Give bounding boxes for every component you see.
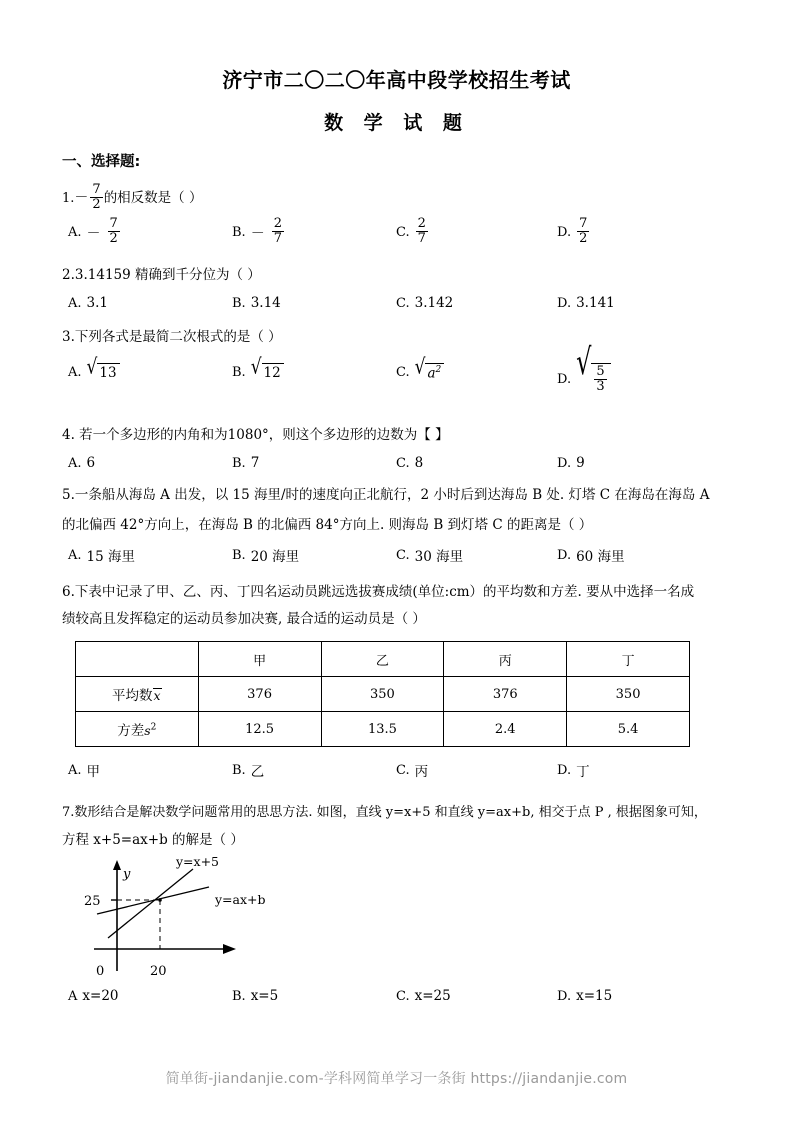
option-a-fraction: [108, 217, 120, 246]
fraction-denominator: 2: [579, 231, 588, 247]
table-row: [76, 677, 690, 712]
option-a[interactable]: [68, 545, 135, 565]
option-d[interactable]: [557, 218, 590, 247]
cell-mean-bing: 376: [444, 677, 567, 712]
radical-12: [250, 354, 284, 381]
fraction-denominator: 2: [92, 197, 101, 213]
question-6-options: [0, 760, 793, 786]
radicand: 12: [262, 363, 284, 381]
table-row: [76, 712, 690, 747]
exponent: 2: [150, 722, 157, 733]
section-heading: 一、选择题:: [62, 154, 141, 170]
option-a-label: A.: [68, 762, 82, 778]
inner-fraction: [594, 365, 606, 394]
option-c-label: C.: [396, 988, 410, 1004]
option-c-text: 3.142: [414, 295, 454, 311]
question-7-stem-line-1: 7.数形结合是解决数学问题常用的思思方法. 如图，直线 y=x+5 和直线 y=ax+b, 相交于点 P , 根据图象可知，: [62, 805, 707, 820]
line-y-equals-x-plus-5: [108, 869, 193, 938]
option-b[interactable]: [232, 295, 281, 311]
option-b-text: 20 海里: [250, 549, 300, 565]
table-header-jia: 甲: [198, 642, 321, 677]
exponent: 2: [435, 365, 442, 375]
question-3-stem: 3.下列各式是最简二次根式的是（ ）: [62, 329, 282, 345]
fraction-numerator: 2: [273, 216, 282, 231]
question-5-stem-line-1: 5.一条船从海岛 A 出发，以 15 海里/时的速度向正北航行，2 小时后到达海岛 B 处. 灯塔 C 在海岛在海岛 A: [62, 487, 710, 503]
option-a[interactable]: [68, 760, 100, 780]
option-a-label: A.: [68, 295, 82, 311]
option-a[interactable]: [68, 295, 108, 311]
radical-sign-icon: √: [414, 354, 426, 380]
option-b-label: B.: [232, 225, 246, 241]
option-d[interactable]: [557, 988, 612, 1004]
series-label-y-equals-ax-plus-b: y=ax+b: [215, 892, 266, 907]
option-c-label: C.: [396, 547, 410, 563]
option-b[interactable]: [232, 545, 299, 565]
question-1-stem: [62, 184, 202, 213]
page-subtitle: 数 学 试 题: [324, 112, 469, 134]
option-a-sign: －: [86, 225, 101, 242]
fraction-numerator: 7: [92, 182, 101, 197]
option-a-text: 6: [86, 455, 96, 471]
option-b-label: B.: [232, 364, 246, 380]
row-header-variance: [76, 712, 199, 747]
question-3-options: [0, 340, 793, 395]
option-d[interactable]: [557, 455, 585, 471]
y-tick-label-25: 25: [84, 894, 101, 909]
fraction-numerator: 5: [596, 364, 605, 379]
table-header-ding: 丁: [567, 642, 690, 677]
question-2-options: [0, 295, 793, 321]
option-a-label: A.: [68, 364, 82, 380]
question-4-stem: 4. 若一个多边形的内角和为1080°，则这个多边形的边数为【 】: [62, 427, 449, 443]
option-b-label: B.: [232, 762, 246, 778]
option-b-label: B.: [232, 988, 246, 1004]
fraction-denominator: 7: [417, 231, 426, 247]
fraction-numerator: 2: [417, 216, 426, 231]
question-5-stem-line-2: 的北偏西 42°方向上，在海岛 B 的北偏西 84°方向上. 则海岛 B 到灯塔 C 的距离是（ ）: [62, 517, 593, 533]
question-6-stem-line-2: 绩较高且发挥稳定的运动员参加决赛, 最合适的运动员是（ ）: [62, 611, 426, 627]
option-b-label: B.: [232, 295, 246, 311]
question-1-options: [0, 216, 793, 247]
table-header-bing: 丙: [444, 642, 567, 677]
option-c[interactable]: [396, 760, 428, 780]
question-1-number: 1.: [62, 191, 75, 207]
option-d-text: 9: [576, 455, 585, 471]
option-b-text: 乙: [250, 764, 265, 780]
question-4-options: [0, 455, 793, 481]
option-d-text: 丁: [576, 764, 590, 780]
option-c[interactable]: [396, 545, 463, 565]
option-c[interactable]: [396, 455, 423, 471]
radicand: [591, 363, 610, 395]
origin-label: 0: [96, 964, 105, 979]
cell-mean-yi: 350: [321, 677, 444, 712]
option-d-label: D.: [557, 371, 572, 387]
option-a-label: A.: [68, 455, 82, 471]
option-b-text: x=5: [250, 988, 279, 1004]
question-1-sign: －: [74, 190, 89, 207]
option-b-label: B.: [232, 455, 246, 471]
option-c-text: 30 海里: [414, 549, 464, 565]
option-a-text: x=20: [82, 988, 119, 1004]
fraction-denominator: 7: [273, 231, 282, 247]
fraction-denominator: 2: [109, 231, 118, 247]
option-a-text: 甲: [86, 764, 101, 780]
radicand: 13: [97, 363, 119, 381]
row-header-variance-text: 方差: [117, 723, 145, 739]
option-c-label: C.: [396, 295, 410, 311]
cell-mean-jia: 376: [198, 677, 321, 712]
table-header-row: [76, 642, 690, 677]
question-2-stem: 2.3.14159 精确到千分位为（ ）: [62, 267, 261, 283]
cell-mean-ding: 350: [567, 677, 690, 712]
option-d-text: x=15: [576, 988, 613, 1004]
radicand: $a^2$: [425, 363, 444, 382]
option-a[interactable]: [68, 218, 121, 247]
radical-13: [86, 354, 120, 381]
cell-variance-yi: 13.5: [321, 712, 444, 747]
fraction-numerator: 7: [109, 216, 118, 231]
footer-watermark: 简单街-jiandanjie.com-学科网简单学习一条街 https://jiandanjie.com: [165, 1071, 628, 1087]
fraction-denominator: 3: [596, 379, 605, 395]
radical-sign-icon: √: [576, 340, 592, 383]
option-a-text: 15 海里: [86, 549, 136, 565]
option-b-text: 3.14: [250, 295, 281, 311]
option-c[interactable]: [396, 218, 429, 247]
question-1-text: 的相反数是（ ）: [103, 190, 203, 207]
statistics-table: [75, 641, 690, 747]
question-7-graph: [80, 856, 320, 982]
option-d[interactable]: [557, 545, 625, 565]
option-d[interactable]: [557, 340, 611, 395]
option-c-label: C.: [396, 364, 410, 380]
radical-sign-icon: √: [86, 354, 98, 380]
option-c-text: 丙: [414, 764, 429, 780]
option-d[interactable]: [557, 295, 615, 311]
question-7-stem-line-2: 方程 x+5=ax+b 的解是（ ）: [62, 832, 244, 848]
x-axis-arrow-icon: [223, 944, 236, 954]
option-b-text: 7: [250, 455, 260, 471]
table-corner-cell: [76, 642, 199, 677]
series-label-y-equals-x-plus-5: y=x+5: [176, 856, 220, 869]
option-b[interactable]: [232, 988, 278, 1004]
option-a[interactable]: [68, 455, 95, 471]
cell-variance-ding: 5.4: [567, 712, 690, 747]
y-axis-label: y: [123, 867, 131, 882]
option-c-label: C.: [396, 455, 410, 471]
option-a-label: A: [68, 988, 78, 1004]
page-title: 济宁市二〇二〇年高中段学校招生考试: [222, 68, 571, 92]
option-d-label: D.: [557, 295, 572, 311]
option-b[interactable]: [232, 455, 259, 471]
option-d-label: D.: [557, 988, 572, 1004]
radical-a-squared: [414, 354, 445, 382]
option-c-fraction: [416, 217, 428, 246]
option-c-label: C.: [396, 762, 410, 778]
question-5-options: [0, 545, 793, 571]
option-b[interactable]: [232, 760, 264, 780]
option-c-text: 8: [414, 455, 424, 471]
option-a[interactable]: [68, 354, 120, 381]
table-header-yi: 乙: [321, 642, 444, 677]
option-b-fraction: [272, 217, 284, 246]
option-d-text: 3.141: [576, 295, 615, 311]
fraction-numerator: 7: [579, 216, 588, 231]
option-a-text: 3.1: [86, 295, 109, 311]
option-d[interactable]: [557, 760, 590, 780]
question-7-options: [0, 988, 793, 1014]
option-d-label: D.: [557, 455, 572, 471]
radical-sign-icon: √: [250, 354, 262, 380]
row-header-mean: [76, 677, 199, 712]
x-tick-label-20: 20: [150, 964, 167, 979]
option-d-label: D.: [557, 225, 572, 241]
option-b[interactable]: [232, 354, 284, 381]
option-a-label: A.: [68, 225, 82, 241]
linear-functions-graph: [80, 856, 320, 982]
y-axis-arrow-icon: [113, 860, 121, 870]
intersection-point-p: [158, 898, 162, 902]
row-header-mean-text: 平均数: [112, 688, 153, 704]
option-c[interactable]: [396, 295, 453, 311]
option-d-label: D.: [557, 762, 572, 778]
radical-five-thirds: [576, 340, 611, 395]
question-6-stem-line-1: 6.下表中记录了甲、乙、丙、丁四名运动员跳远选拔赛成绩(单位:cm）的平均数和方差. 要从中选择一名成: [62, 584, 695, 600]
option-b[interactable]: [232, 218, 285, 247]
option-b-sign: －: [250, 225, 265, 242]
option-d-label: D.: [557, 547, 572, 563]
cell-variance-jia: 12.5: [198, 712, 321, 747]
option-a[interactable]: [68, 988, 119, 1004]
x-bar-symbol: x: [153, 688, 161, 703]
cell-variance-bing: 2.4: [444, 712, 567, 747]
option-c-text: x=25: [414, 988, 451, 1004]
option-c[interactable]: [396, 354, 444, 382]
option-b-label: B.: [232, 547, 246, 563]
option-c-label: C.: [396, 225, 410, 241]
option-d-fraction: [577, 217, 589, 246]
s-symbol: s: [144, 723, 151, 738]
question-1-fraction: [90, 183, 102, 212]
option-d-text: 60 海里: [576, 549, 625, 565]
option-a-label: A.: [68, 547, 82, 563]
option-c[interactable]: [396, 988, 451, 1004]
